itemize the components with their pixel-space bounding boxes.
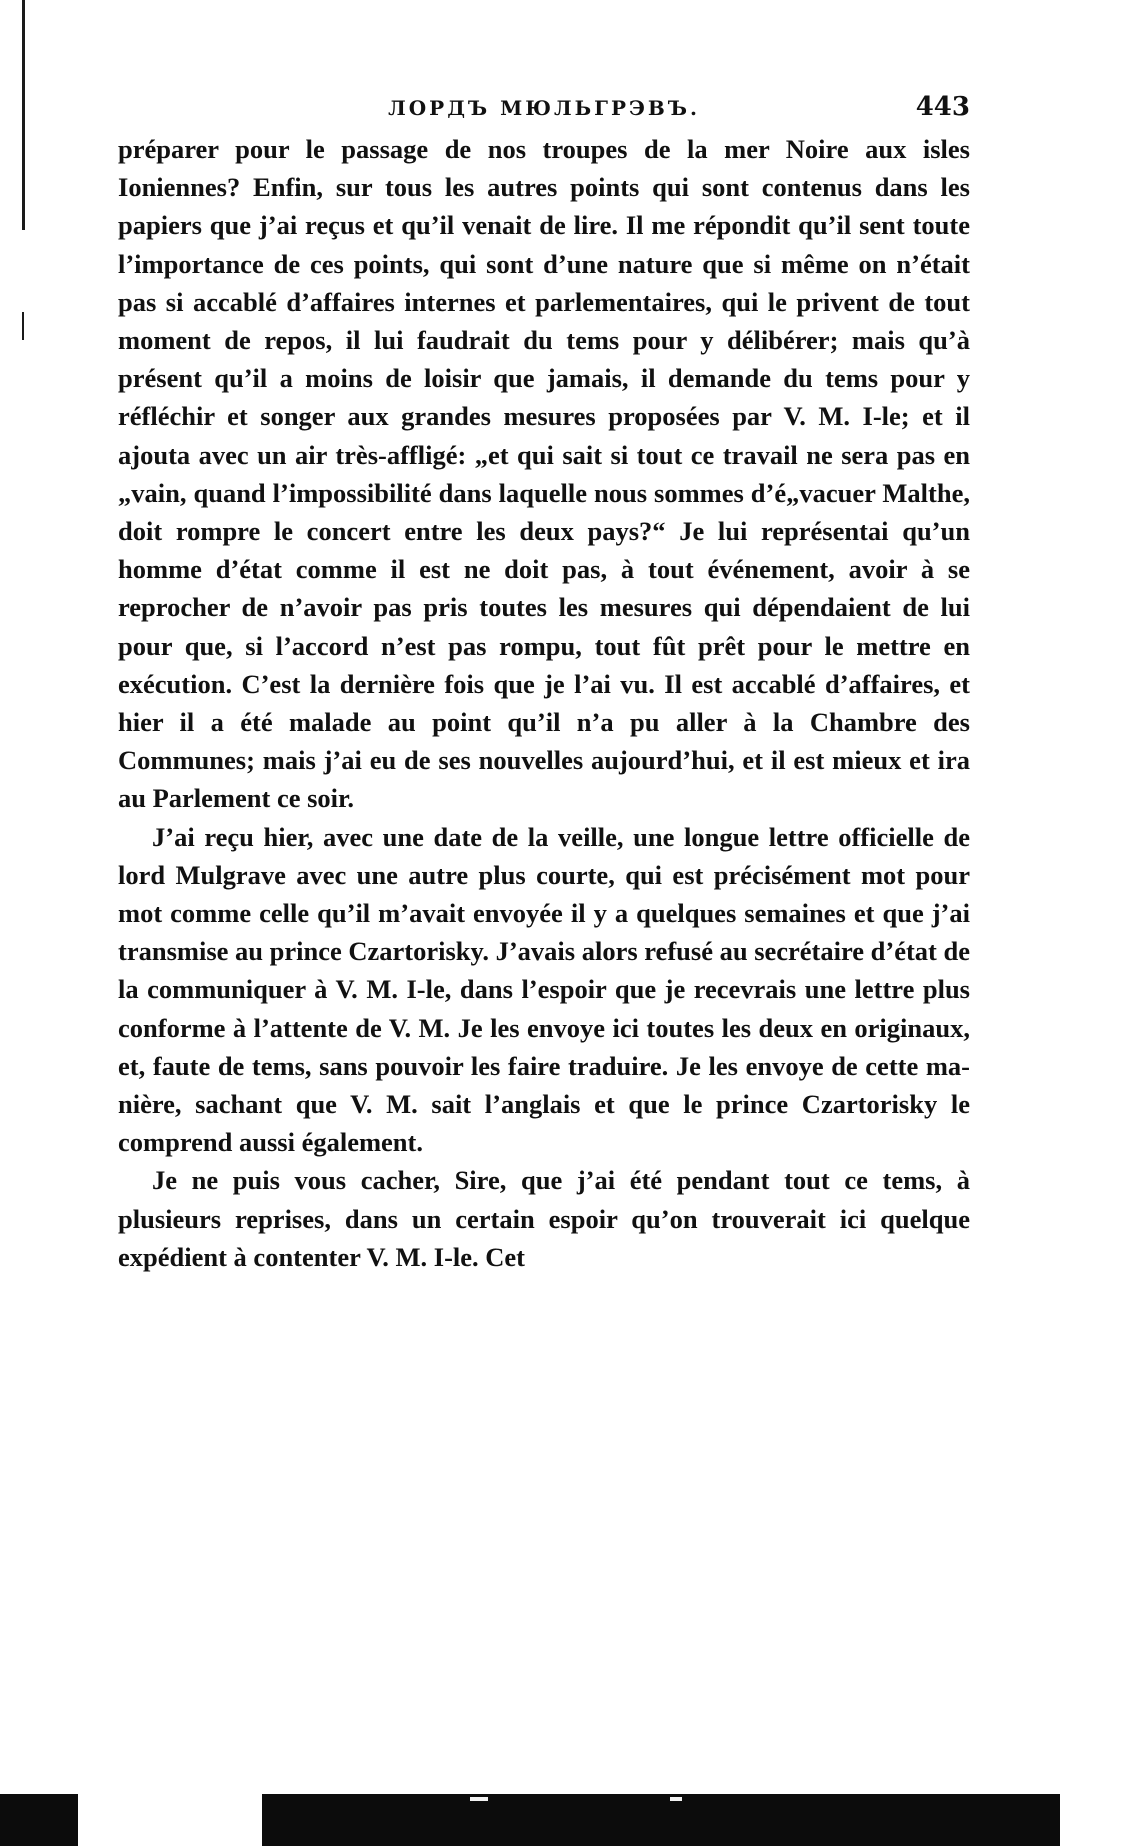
paragraph-2: J’ai reçu hier, avec une date de la veille, une longue lettre officielle de lord Mulgrave avec une autre plus courte, qui est précisément mot pour mot comme celle qu’il m’avait envoyée il y a quelques semaines et que j’ai transmise au prince Czartorisky. J’avais alors refusé au secrétaire d’état de la communiquer à V. M. I-le, dans l’espoir que je recevrais une lettre plus conforme à l’attente de V. M. Je les envoye ici toutes les deux en originaux, et, faute de tems, sans pouvoir les faire traduire. Je les envoye de cette manière, sachant que V. M. sait l’anglais et que le prince Czartorisky le comprend aussi également. xyxy=(118,821,971,1158)
running-title: ЛОРДЪ МЮЛЬГРЭВЪ. xyxy=(388,96,700,120)
book-page xyxy=(118,82,970,1276)
scan-mark xyxy=(670,1797,682,1801)
paragraph-1: préparer pour le passage de nos troupes de la mer Noire aux isles Ioniennes? Enfin, sur tous les autres points qui sont contenus dans les papiers que j’ai reçus et qu’il venait de lire. Il me répondit qu’il sent toute l’importance de ces points, qui sont d’une nature que si même on n’était pas si accablé d’affaires internes et parlementaires, qui le privent de tout moment de repos, il lui faudrait du tems pour y délibérer; mais qu’à présent qu’il a moins de loisir que jamais, il demande du tems pour y réfléchir et songer aux grandes mesures proposées par V. M. I-le; et il ajouta avec un air très-affligé: „et qui sait si tout ce travail ne sera pas en „vain, quand l’impossibilité dans laquelle nous sommes d’é„vacuer Malthe, doit rompre le concert entre les deux pays?“ Je lui représentai qu’un homme d’état comme il est ne doit pas, à tout événement, avoir à se reprocher de n’avoir pas pris toutes les mesures qui dépendaient de lui pour que, si l’accord n’est pas rompu, tout fût prêt pour le mettre en exécution. C’est la dernière fois que je l’ai vu. Il est accablé d’affaires, et hier il a été malade au point qu’il n’a pu aller à la Chambre des Communes; mais j’ai eu de ses nouvelles aujourd’hui, et il est mieux et ira au Parlement ce soir. xyxy=(118,134,970,814)
scan-mark xyxy=(470,1797,488,1801)
scan-border-bottom xyxy=(262,1794,1060,1846)
page-number: 443 xyxy=(915,92,970,122)
page-edge-tick xyxy=(22,312,24,340)
body-text xyxy=(118,130,970,1276)
page-edge-line xyxy=(22,0,25,230)
paragraph-3: Je ne puis vous cacher, Sire, que j’ai été pendant tout ce tems, à plusieurs reprises, dans un certain espoir qu’on trouverait ici quelque expédient à contenter V. M. I-le. Cet xyxy=(118,1165,970,1272)
page-header xyxy=(118,82,970,130)
scan-border-left xyxy=(0,1794,78,1846)
